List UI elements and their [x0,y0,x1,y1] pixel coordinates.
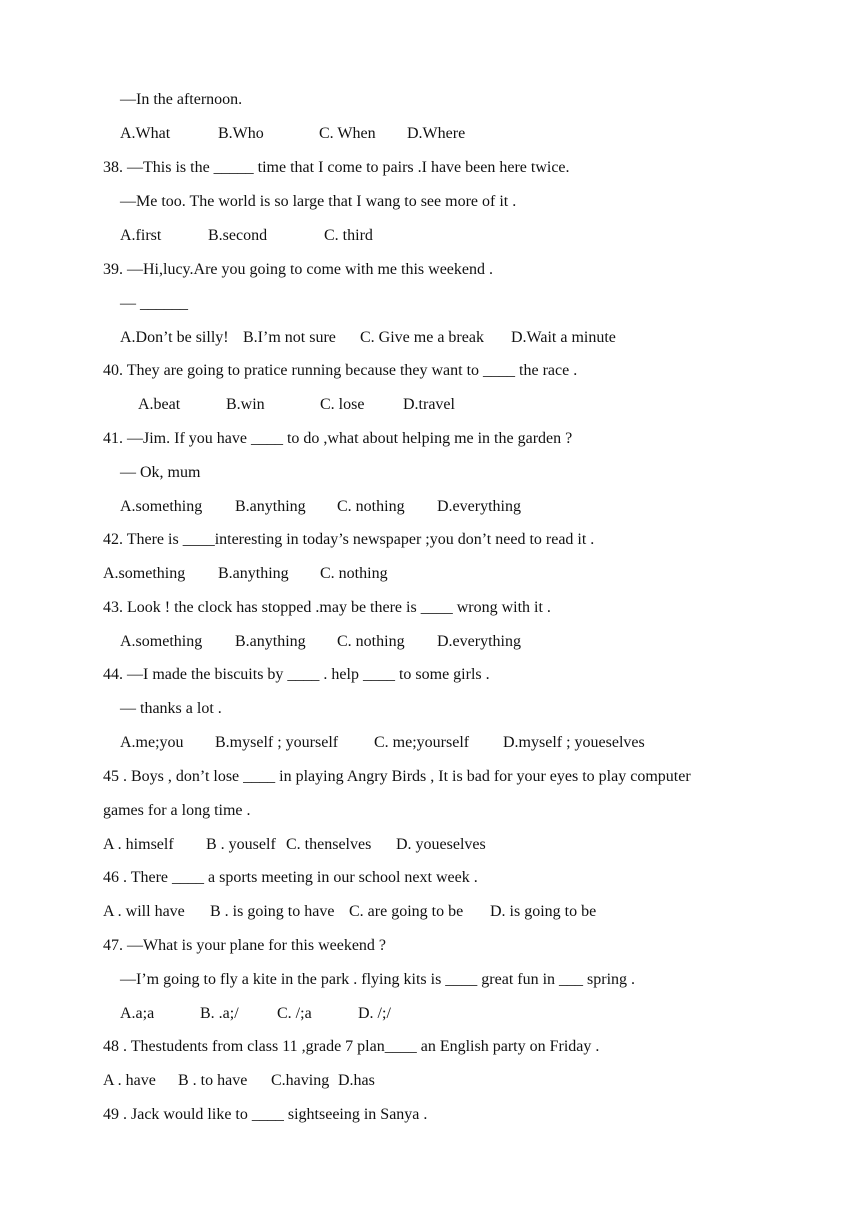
q40-option-a: A.beat [138,396,181,413]
q47-stem: 47. —What is your plane for this weekend ? [103,937,387,954]
q47-option-a: A.a;a [120,1005,155,1022]
q45-stem-line1: 45 . Boys , don’t lose ____ in playing Angry Birds , It is bad for your eyes to play computer [103,768,691,785]
q38-option-c: C. third [324,227,373,244]
q37-option-d: D.Where [407,125,466,142]
q38-option-a: A.first [120,227,162,244]
q41-reply: — Ok, mum [120,464,201,481]
q39-reply: — ______ [120,295,188,312]
q40-option-d: D.travel [403,396,455,413]
q42-option-a: A.something [103,565,186,582]
q48-option-b: B . to have [178,1072,248,1089]
q45-stem-line2: games for a long time . [103,802,251,819]
q43-stem: 43. Look ! the clock has stopped .may be there is ____ wrong with it . [103,599,551,616]
q43-option-d: D.everything [437,633,521,650]
q40-option-b: B.win [226,396,265,413]
q39-option-a: A.Don’t be silly! [120,329,229,346]
q44-stem: 44. —I made the biscuits by ____ . help ____ to some girls . [103,666,490,683]
q49-stem: 49 . Jack would like to ____ sightseeing in Sanya . [103,1106,428,1123]
q38-stem: 38. —This is the _____ time that I come to pairs .I have been here twice. [103,159,570,176]
q41-option-b: B.anything [235,498,306,515]
q37-option-b: B.Who [218,125,264,142]
q48-option-d: D.has [338,1072,375,1089]
q41-stem: 41. —Jim. If you have ____ to do ,what about helping me in the garden ? [103,430,573,447]
q44-reply: — thanks a lot . [120,700,222,717]
q47-option-b: B. .a;/ [200,1005,239,1022]
q43-option-b: B.anything [235,633,306,650]
q42-stem: 42. There is ____interesting in today’s newspaper ;you don’t need to read it . [103,531,595,548]
q48-stem: 48 . Thestudents from class 11 ,grade 7 plan____ an English party on Friday . [103,1038,600,1055]
q47-option-d: D. /;/ [358,1005,391,1022]
q44-option-d: D.myself ; youeselves [503,734,645,751]
q45-option-c: C. thenselves [286,836,372,853]
q47-option-c: C. /;a [277,1005,312,1022]
q46-option-b: B . is going to have [210,903,335,920]
q48-option-c: C.having [271,1072,330,1089]
q46-option-c: C. are going to be [349,903,464,920]
q44-option-b: B.myself ; yourself [215,734,339,751]
q40-option-c: C. lose [320,396,365,413]
q39-option-b: B.I’m not sure [243,329,336,346]
q47-reply: —I’m going to fly a kite in the park . flying kits is ____ great fun in ___ spring . [120,971,636,988]
q37-answer-line: —In the afternoon. [120,91,243,108]
q45-option-a: A . himself [103,836,174,853]
q38-reply: —Me too. The world is so large that I wang to see more of it . [120,193,517,210]
q42-option-c: C. nothing [320,565,388,582]
q40-stem: 40. They are going to pratice running because they want to ____ the race . [103,362,578,379]
q45-option-d: D. youeselves [396,836,486,853]
q42-option-b: B.anything [218,565,289,582]
q43-option-a: A.something [120,633,203,650]
q41-option-c: C. nothing [337,498,405,515]
q43-option-c: C. nothing [337,633,405,650]
q39-option-d: D.Wait a minute [511,329,616,346]
q39-stem: 39. —Hi,lucy.Are you going to come with me this weekend . [103,261,493,278]
q38-option-b: B.second [208,227,268,244]
q41-option-a: A.something [120,498,203,515]
q46-stem: 46 . There ____ a sports meeting in our school next week . [103,869,478,886]
q37-option-a: A.What [120,125,171,142]
q46-option-d: D. is going to be [490,903,597,920]
q46-option-a: A . will have [103,903,185,920]
q48-option-a: A . have [103,1072,156,1089]
q41-option-d: D.everything [437,498,521,515]
q44-option-a: A.me;you [120,734,184,751]
q44-option-c: C. me;yourself [374,734,470,751]
q39-option-c: C. Give me a break [360,329,484,346]
q37-option-c: C. When [319,125,376,142]
q45-option-b: B . youself [206,836,276,853]
